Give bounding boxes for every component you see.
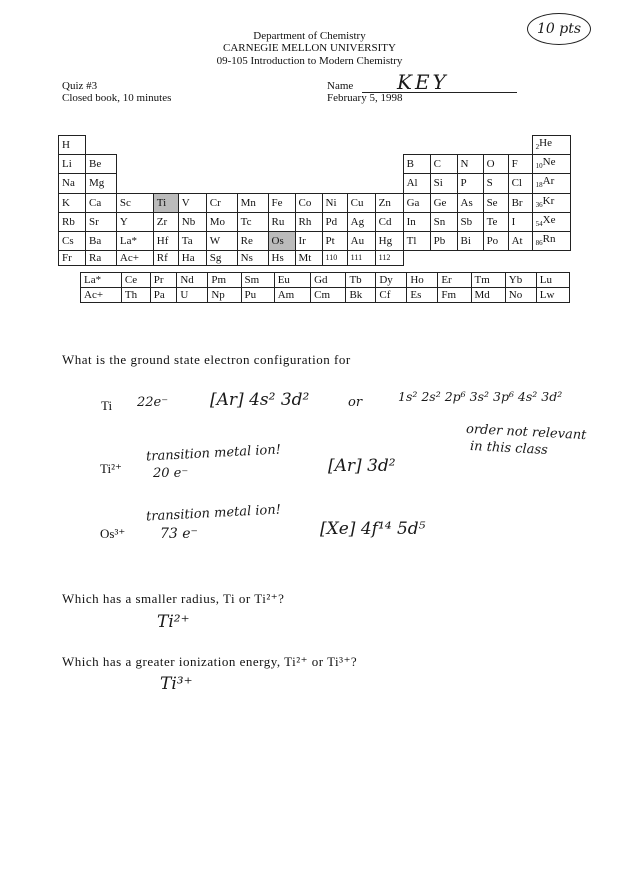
element-cell: Md [471,288,505,303]
element-cell: Th [121,288,150,303]
element-cell: Se [483,193,508,212]
periodic-table-row [59,193,571,212]
ti-config: [Ar] 4s² 3d² [210,390,310,410]
q3-prompt: Which has a greater ionization energy, Ti²⁺ or Ti³⁺? [62,654,358,669]
element-cell: Sr [85,212,116,231]
points-circle: 10 pts [527,13,591,45]
element-cell: Cl [508,174,532,193]
element-cell: N [457,155,483,174]
element-cell: Es [407,288,438,303]
periodic-table [58,135,571,266]
element-cell: Nd [177,273,208,288]
element-cell: Al [403,174,430,193]
element-cell: No [505,288,536,303]
element-cell: Ni [322,193,347,212]
element-cell: Dy [376,273,407,288]
element-cell: Nb [178,212,206,231]
empty-cell [295,174,322,193]
element-cell: Tb [346,273,376,288]
os3-electrons: 73 e⁻ [160,526,198,542]
empty-cell [375,136,403,155]
element-cell: S [483,174,508,193]
element-cell: Lw [536,288,569,303]
element-cell: Sn [430,212,457,231]
element-cell: Hg [375,231,403,250]
university-heading: CARNEGIE MELLON UNIVERSITY [223,42,396,54]
empty-cell [322,174,347,193]
ti-label: Ti [101,398,113,413]
element-cell: Ac+ [116,251,153,266]
element-cell: Rh [295,212,322,231]
element-cell: Sg [206,251,237,266]
element-cell: Ca [85,193,116,212]
element-cell: Cd [375,212,403,231]
element-cell: Pr [150,273,177,288]
os3-label: Os³⁺ [100,526,126,541]
element-cell: B [403,155,430,174]
empty-cell [153,174,178,193]
element-cell: $_{36}$Kr [532,193,570,212]
ti2-note: transition metal ion! [145,442,282,465]
element-cell: F [508,155,532,174]
name-value: KEY [397,70,449,94]
quiz-subtitle: Closed book, 10 minutes [62,92,172,104]
element-cell: Re [237,231,268,250]
element-cell: 112 [375,251,403,266]
element-cell: At [508,231,532,250]
element-cell: 110 [322,251,347,266]
empty-cell [116,155,153,174]
element-cell: Tm [471,273,505,288]
element-cell: Pm [208,273,241,288]
empty-cell [268,136,295,155]
element-cell: Fe [268,193,295,212]
element-cell: In [403,212,430,231]
element-cell: Ru [268,212,295,231]
element-cell: Ho [407,273,438,288]
element-cell: U [177,288,208,303]
element-cell: Eu [274,273,310,288]
element-cell: Yb [505,273,536,288]
element-cell: Ba [85,231,116,250]
empty-cell [322,155,347,174]
ti2-electrons: 20 e⁻ [153,466,189,481]
element-cell: Zn [375,193,403,212]
element-cell: Lu [536,273,569,288]
element-cell: O [483,155,508,174]
element-cell: Sm [241,273,274,288]
empty-cell [403,251,430,266]
element-cell: Ge [430,193,457,212]
element-cell: Cu [347,193,375,212]
empty-cell [153,136,178,155]
element-cell: Os [268,231,295,250]
element-cell: Sb [457,212,483,231]
element-cell: Cr [206,193,237,212]
element-cell: Na [59,174,86,193]
periodic-table-row [59,136,571,155]
lanthanides-row [81,273,570,288]
empty-cell [237,155,268,174]
empty-cell [85,136,116,155]
empty-cell [347,155,375,174]
element-cell: Hs [268,251,295,266]
empty-cell [178,174,206,193]
element-cell: Be [85,155,116,174]
empty-cell [347,174,375,193]
element-cell: Tc [237,212,268,231]
order-note-2: in this class [469,438,549,459]
element-cell: Tl [403,231,430,250]
empty-cell [206,174,237,193]
os3-config: [Xe] 4f¹⁴ 5d⁵ [320,519,426,539]
element-cell: Ag [347,212,375,231]
element-cell: Bk [346,288,376,303]
course-heading: 09-105 Introduction to Modern Chemistry [216,55,403,67]
empty-cell [403,136,430,155]
empty-cell [237,136,268,155]
element-cell: $_{18}$Ar [532,174,570,193]
element-cell: Ac+ [81,288,122,303]
empty-cell [457,136,483,155]
element-cell: Ti [153,193,178,212]
periodic-table-row [59,212,571,231]
element-cell: Ta [178,231,206,250]
empty-cell [322,136,347,155]
empty-cell [430,136,457,155]
empty-cell [116,136,153,155]
q1-prompt: What is the ground state electron configuration for [62,352,351,367]
element-cell: Ha [178,251,206,266]
element-cell: P [457,174,483,193]
department-heading: Department of Chemistry [253,30,366,42]
empty-cell [375,155,403,174]
ti2-label: Ti²⁺ [100,461,122,476]
element-cell: Hf [153,231,178,250]
element-cell: Po [483,231,508,250]
os3-note: transition metal ion! [145,502,282,525]
element-cell: Pa [150,288,177,303]
actinides-row [81,288,570,303]
element-cell: Mo [206,212,237,231]
element-cell: Ce [121,273,150,288]
empty-cell [268,155,295,174]
periodic-table-row [59,251,571,266]
quiz-title: Quiz #3 [62,80,98,92]
ti-full-config: 1s² 2s² 2p⁶ 3s² 3p⁶ 4s² 3d² [398,389,563,404]
element-cell: H [59,136,86,155]
element-cell: Fm [438,288,471,303]
element-cell: Cm [311,288,346,303]
element-cell: Fr [59,251,86,266]
order-note-1: order not relevant [465,421,587,444]
element-cell: W [206,231,237,250]
empty-cell [153,155,178,174]
empty-cell [206,136,237,155]
element-cell: La* [116,231,153,250]
element-cell: Zr [153,212,178,231]
empty-cell [295,155,322,174]
empty-cell [430,251,457,266]
element-cell: I [508,212,532,231]
empty-cell [268,174,295,193]
element-cell: Er [438,273,471,288]
ti-electrons: 22e⁻ [137,395,169,410]
date: February 5, 1998 [327,92,403,104]
element-cell: Mn [237,193,268,212]
empty-cell [508,136,532,155]
element-cell: La* [81,273,122,288]
element-cell: Cs [59,231,86,250]
q2-answer: Ti²⁺ [157,612,190,632]
q2-prompt: Which has a smaller radius, Ti or Ti²⁺? [62,591,285,606]
empty-cell [347,136,375,155]
empty-cell [237,174,268,193]
element-cell: Pt [322,231,347,250]
periodic-table-row [59,155,571,174]
empty-cell [206,155,237,174]
element-cell: Cf [376,288,407,303]
element-cell: $_{10}$Ne [532,155,570,174]
name-label: Name [327,80,354,92]
element-cell: Ga [403,193,430,212]
element-cell: Ns [237,251,268,266]
element-cell: Br [508,193,532,212]
empty-cell [116,174,153,193]
or-text: or [348,395,363,410]
element-cell: Li [59,155,86,174]
element-cell: Pb [430,231,457,250]
element-cell: $_{54}$Xe [532,212,570,231]
ti2-config: [Ar] 3d² [328,456,396,476]
empty-cell [457,251,483,266]
element-cell: As [457,193,483,212]
f-block-table [80,272,570,303]
periodic-table-row [59,174,571,193]
empty-cell [375,174,403,193]
element-cell: Bi [457,231,483,250]
element-cell: Pu [241,288,274,303]
element-cell: Te [483,212,508,231]
element-cell: Au [347,231,375,250]
q3-answer: Ti³⁺ [160,674,193,694]
empty-cell [178,136,206,155]
element-cell: V [178,193,206,212]
element-cell: Ir [295,231,322,250]
empty-cell [178,155,206,174]
element-cell: Mt [295,251,322,266]
element-cell: Am [274,288,310,303]
empty-cell [295,136,322,155]
empty-cell [483,136,508,155]
empty-cell [483,251,508,266]
element-cell: $_{86}$Rn [532,231,570,250]
element-cell: Si [430,174,457,193]
element-cell: Ra [85,251,116,266]
element-cell: 111 [347,251,375,266]
element-cell: Rb [59,212,86,231]
element-cell: Y [116,212,153,231]
element-cell: Sc [116,193,153,212]
empty-cell [532,251,570,266]
empty-cell [508,251,532,266]
element-cell: Gd [311,273,346,288]
element-cell: Pd [322,212,347,231]
periodic-table-row [59,231,571,250]
element-cell: C [430,155,457,174]
element-cell: $_2$He [532,136,570,155]
element-cell: Np [208,288,241,303]
element-cell: Mg [85,174,116,193]
element-cell: K [59,193,86,212]
element-cell: Rf [153,251,178,266]
element-cell: Co [295,193,322,212]
